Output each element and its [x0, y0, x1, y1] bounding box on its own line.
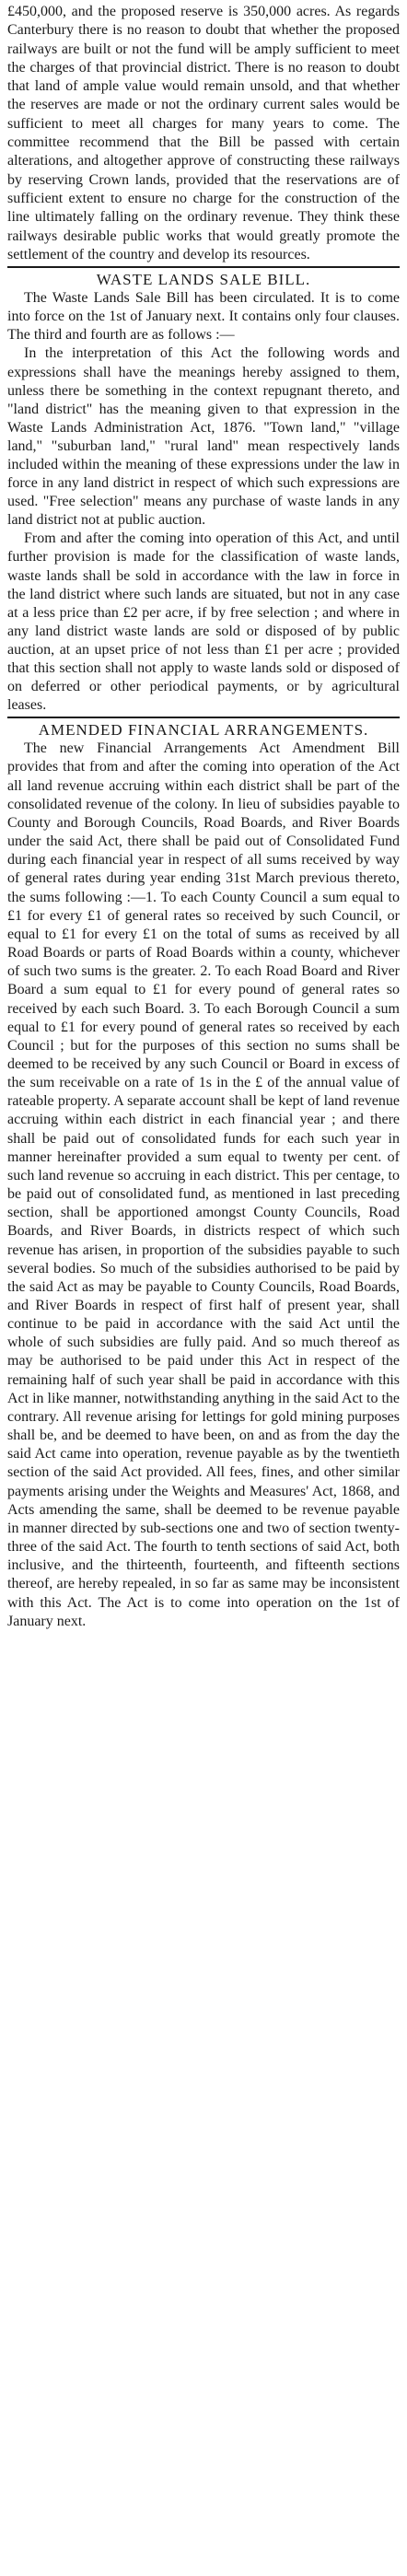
waste-lands-sale-bill-article — [7, 266, 400, 715]
railway-reserves-article-continuation — [7, 3, 400, 264]
section-heading: AMENDED FINANCIAL ARRANGEMENTS. — [7, 717, 400, 740]
article-paragraph: In the interpretation of this Act the following words and expressions shall have the meanings hereby assigned to them, unless there be something in the context repugnant thereto, and "land district" has the meaning given to that expression in the Waste Lands Administration Act, 1876. "Town land," "village land," "suburban land," "rural land" mean respectively lands included within the meaning of these expressions under the law in force in any land district in respect of which such expressions are used. "Free selection" means any purchase of waste lands in any land district not at public auction. — [7, 345, 400, 529]
article-paragraph: From and after the coming into operation of this Act, and until further provision is made for the classification of waste lands, waste lands shall be sold in accordance with the law in force in the land district where such lands are situated, but not in any case at a less price than £2 per acre, if by free selection ; and where in any land district waste lands are sold or disposed of by public auction, at an upset price of not less than £1 per acre ; provided that this section shall not apply to waste lands sold or disposed of on deferred or other periodical payments, or by agricultural leases. — [7, 530, 400, 714]
section-heading: WASTE LANDS SALE BILL. — [7, 266, 400, 289]
article-paragraph: The Waste Lands Sale Bill has been circulated. It is to come into force on the 1st of January next. It contains only four clauses. The third and fourth are as follows :— — [7, 290, 400, 344]
article-paragraph: The new Financial Arrangements Act Amendment Bill provides that from and after the coming into operation of the Act all land revenue accruing within each district shall be part of the consolidated revenue of the colony. In lieu of subsidies payable to County and Borough Councils, Road Boards, and River Boards under the said Act, there shall be paid out of Consolidated Fund during each financial year in respect of all sums received by way of general rates during year ending 31st March previous thereto, the sums following :—1. To each County Council a sum equal to £1 for every £1 of general rates so received by such Council, or equal to £1 for every £1 on the total of sums as received by all Road Boards or parts of Road Boards within a county, whichever of such two sums is the greater. 2. To each Road Board and River Board a sum equal to £1 for every pound of general rates so received by each such Board. 3. To each Borough Council a sum equal to £1 for every pound of general rates so received by each Council ; but for the purposes of this section no sums shall be deemed to be received by any such Council or Board in excess of the sum receivable on a rate of 1s in the £ of the annual value of rateable property. A separate account shall be kept of land revenue accruing within each district in each financial year ; and there shall be paid out of consolidated funds for each such year in manner hereinafter provided a sum equal to twenty per cent. of such land revenue so accruing in each district. This per centage, to be paid out of consolidated fund, as mentioned in last preceding section, shall be apportioned amongst County Councils, Road Boards, and River Boards, in districts respect of which such revenue has arisen, in proportion of the subsidies payable to such several bodies. So much of the subsidies authorised to be paid by the said Act as may be payable to County Councils, Road Boards, and River Boards in respect of first half of present year, shall continue to be paid in accordance with the said Act until the whole of such subsidies are fully paid. And so much thereof as may be authorised to be paid under this Act in respect of the remaining half of such year shall be paid in accordance with this Act in like manner, notwithstanding anything in the said Act to the contrary. All revenue arising for lettings for gold mining purposes shall be, and be deemed to have been, on and as from the day the said Act came into operation, revenue payable as by the twentieth section of the said Act provided. All fees, fines, and other similar payments arising under the Weights and Measures' Act, 1868, and Acts amending the same, shall be deemed to be revenue payable in manner directed by sub-sections one and two of section twenty-three of the said Act. The fourth to tenth sections of said Act, both inclusive, and the thirteenth, fourteenth, and fifteenth sections thereof, are hereby repealed, in so far as same may be inconsistent with this Act. The Act is to come into operation on the 1st of January next. — [7, 740, 400, 1629]
amended-financial-arrangements-article — [7, 717, 400, 1631]
article-paragraph: £450,000, and the proposed reserve is 350,000 acres. As regards Canterbury there is no reason to doubt that whether the proposed railways are built or not the fund will be amply sufficient to meet the charges of that provincial district. There is no reason to doubt that land of ample value would remain unsold, and that whether the reserves are made or not the ordinary current sales would be sufficient to meet all charges for many years to come. The committee recommend that the Bill be passed with certain alterations, and altogether approve of constructing these railways by reserving Crown lands, provided that the reservations are of sufficient extent to ensure no charge for the construction of the line ultimately falling on the ordinary revenue. They think these railways desirable public works that would greatly promote the settlement of the country and develop its resources. — [7, 4, 400, 262]
